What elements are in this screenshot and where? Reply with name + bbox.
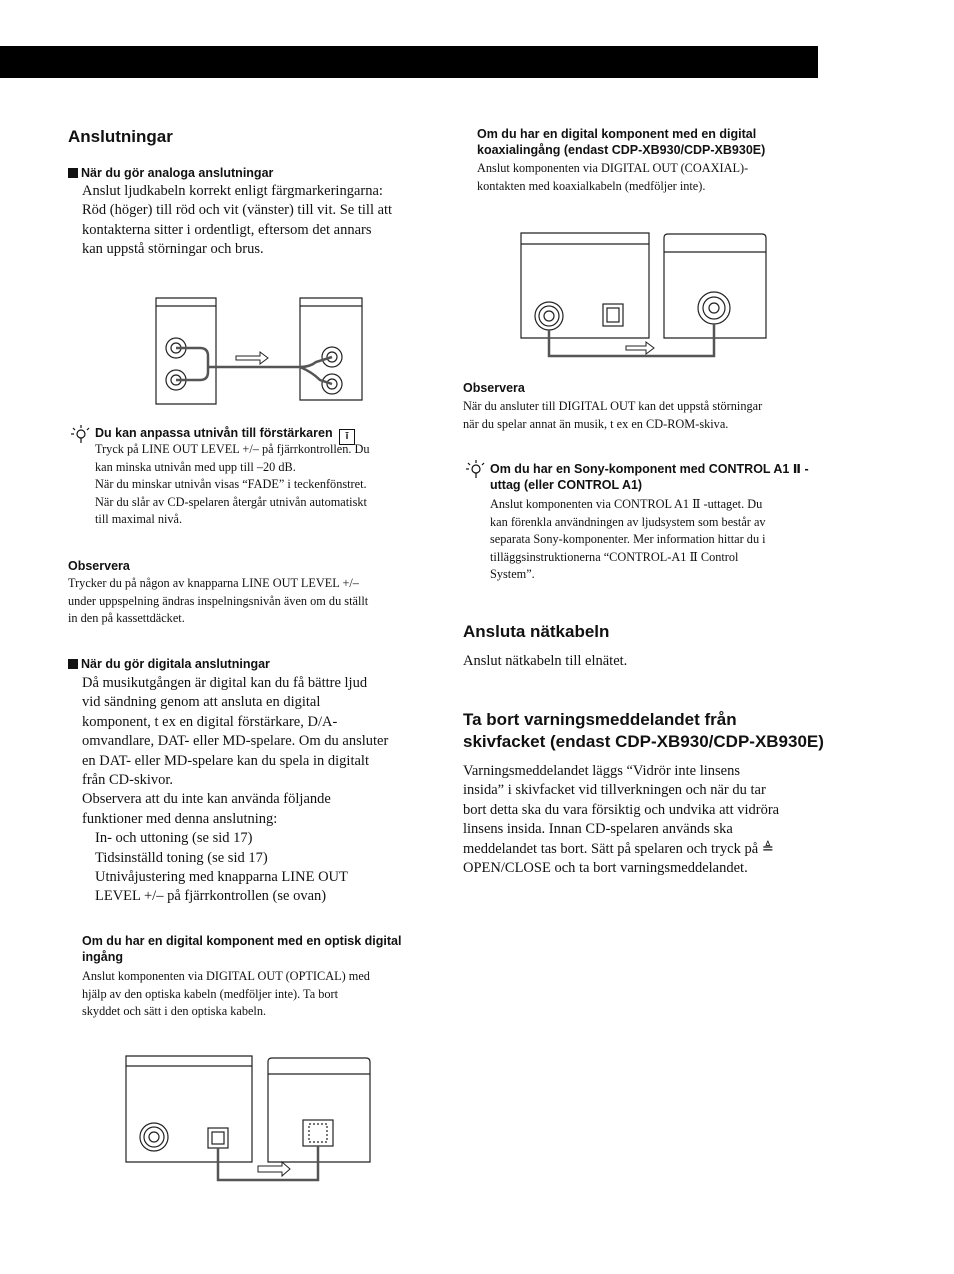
warning-body: Varningsmeddelandet läggs “Vidrör inte linsens insida” i skivfacket vid tillverkningen och när du tar bort detta ska du vara försiktig och undvika att vidröra linsens insida. Innan CD-spelaren används ska meddelandet tas bort. Sätt på spelaren och tryck på ≜ OPEN/CLOSE och ta bort varningsmeddelandet. bbox=[463, 763, 780, 877]
analog-body: Anslut ljudkabeln korrekt enligt färgmarkeringarna: Röd (höger) till röd och vit (vänster) till vit. Se till att kontakterna sitter i ordentligt, eftersom det annars kan uppstå störningar och brus. bbox=[82, 183, 393, 258]
left-column bbox=[68, 126, 428, 147]
analog-connection-diagram bbox=[150, 292, 370, 407]
list-item: In- och uttoning (se sid 17) bbox=[95, 830, 253, 847]
digital-section bbox=[68, 656, 270, 672]
note-body: Trycker du på någon av knapparna LINE OUT LEVEL +/– under uppspelning ändras inspelningsnivån även om du ställt in den på kassettdäcket. bbox=[68, 576, 369, 625]
tip-title: Du kan anpassa utnivån till förstärkaren bbox=[95, 426, 333, 440]
list-item: Tidsinställd toning (se sid 17) bbox=[95, 849, 268, 866]
right-note-body: När du ansluter till DIGITAL OUT kan det uppstå störningar när du spelar annat än musik, t ex en CD-ROM-skiva. bbox=[463, 399, 763, 431]
list-item: LEVEL +/– på fjärrkontrollen (se ovan) bbox=[95, 888, 327, 905]
note-title: Observera bbox=[68, 559, 130, 573]
square-bullet-icon bbox=[68, 659, 78, 669]
sony-tip-body: Anslut komponenten via CONTROL A1 Ⅱ -uttaget. Du kan förenkla användningen av ljudsystem som består av separata Sony-komponenter. Mer information hittar du i tilläggsinstruktionerna “CONTROL-A1 Ⅱ Control System”. bbox=[490, 497, 766, 581]
right-note-title: Observera bbox=[463, 381, 525, 395]
right-note-section bbox=[463, 380, 525, 396]
lightbulb-icon bbox=[465, 460, 487, 480]
digital-limitations-list bbox=[82, 829, 388, 907]
power-section bbox=[463, 621, 609, 642]
power-body: Anslut nätkabeln till elnätet. bbox=[463, 653, 628, 669]
power-heading: Ansluta nätkabeln bbox=[463, 622, 610, 641]
section-heading-connections: Anslutningar bbox=[68, 127, 173, 146]
digital-title: När du gör digitala anslutningar bbox=[68, 656, 270, 672]
coax-body: Anslut komponenten via DIGITAL OUT (COAXIAL)- kontakten med koaxialkabeln (medföljer inte). bbox=[477, 161, 749, 193]
note-section bbox=[68, 558, 130, 574]
optical-title: Om du har en digital komponent med en optisk digital ingång bbox=[82, 934, 402, 964]
header-bar bbox=[0, 46, 818, 78]
digital-body: Då musikutgången är digital kan du få bättre ljud vid sändning genom att ansluta en digital komponent, t ex en digital förstärkare, D/A- omvandlare, DAT- eller MD-spelare. Om du ansluter en DAT- eller MD-spelare kan du spela in digitalt från CD-skivor. Observera att du inte kan använda följande funktioner med denna anslutning: In- och uttoning (se sid 17) Tidsinställd toning (se sid 17) Utnivåjustering med knapparna LINE OUT LEVEL +/– på fjärrkontrollen (se ovan) bbox=[82, 674, 388, 907]
coax-title: Om du har en digital komponent med en digital koaxialingång (endast CDP-XB930/CDP-XB930E) bbox=[477, 127, 766, 157]
tip-body: Tryck på LINE OUT LEVEL +/– på fjärrkontrollen. Du kan minska utnivån med upp till –20 dB. När du minskar utnivån visas “FADE” i teckenfönstret. När du slår av CD-spelaren återgår utnivån automatiskt till maximal nivå. bbox=[95, 442, 370, 526]
analog-title: När du gör analoga anslutningar bbox=[68, 165, 273, 181]
lightbulb-icon bbox=[70, 425, 92, 445]
optical-connection-diagram bbox=[122, 1052, 374, 1187]
sony-tip-title: Om du har en Sony-komponent med CONTROL A1 Ⅱ - uttag (eller CONTROL A1) bbox=[490, 462, 809, 492]
list-item: Utnivåjustering med knapparna LINE OUT bbox=[95, 869, 348, 886]
coaxial-connection-diagram bbox=[518, 230, 770, 362]
analog-section bbox=[68, 165, 273, 181]
remote-button-icon: ī bbox=[339, 429, 355, 445]
optical-body: Anslut komponenten via DIGITAL OUT (OPTICAL) med hjälp av den optiska kabeln (medföljer inte). Ta bort skyddet och sätt i den optiska kabeln. bbox=[82, 969, 370, 1018]
square-bullet-icon bbox=[68, 168, 78, 178]
warning-heading: Ta bort varningsmeddelandet från skivfacket (endast CDP-XB930/CDP-XB930E) bbox=[463, 710, 824, 751]
